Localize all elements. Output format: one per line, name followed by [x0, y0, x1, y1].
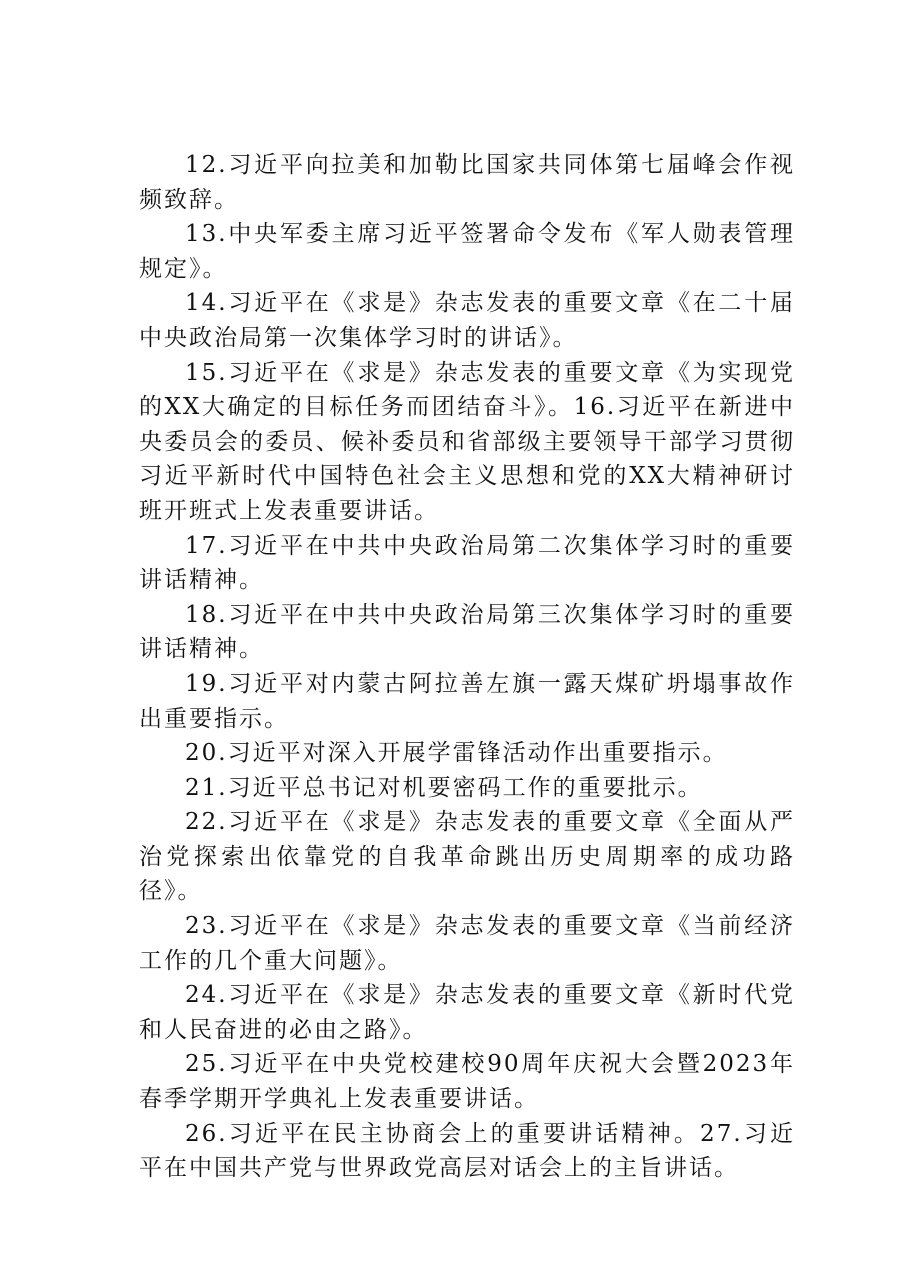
paragraph-13: 13.中央军委主席习近平签署命令发布《军人勋表管理规定》。 [139, 221, 795, 282]
paragraph-17: 17.习近平在中共中央政治局第二次集体学习时的重要讲话精神。 [139, 532, 795, 594]
paragraph-20: 20.习近平对深入开展学雷锋活动作出重要指示。 [185, 740, 728, 767]
paragraph-26-27: 26.习近平在民主协商会上的重要讲话精神。27.习近平在中国共产党与世界政党高层对话会上的主旨讲话。 [139, 1120, 795, 1182]
paragraph-23: 23.习近平在《求是》杂志发表的重要文章《当前经济工作的几个重大问题》。 [139, 913, 795, 974]
paragraph-19: 19.习近平对内蒙古阿拉善左旗一露天煤矿坍塌事故作出重要指示。 [139, 670, 795, 732]
paragraph-12: 12.习近平向拉美和加勒比国家共同体第七届峰会作视频致辞。 [139, 152, 795, 213]
paragraph-15-16: 15.习近平在《求是》杂志发表的重要文章《为实现党的XX大确定的目标任务而团结奋斗》。16.习近平在新进中央委员会的委员、候补委员和省部级主要领导干部学习贯彻习近平新时代中国特色社会主义思想和党的XX大精神研讨班开班式上发表重要讲话。 [139, 359, 795, 524]
paragraph-14: 14.习近平在《求是》杂志发表的重要文章《在二十届中央政治局第一次集体学习时的讲话》。 [139, 290, 795, 351]
paragraph-24: 24.习近平在《求是》杂志发表的重要文章《新时代党和人民奋进的必由之路》。 [139, 982, 795, 1043]
paragraph-18: 18.习近平在中共中央政治局第三次集体学习时的重要讲话精神。 [139, 601, 795, 663]
paragraph-21: 21.习近平总书记对机要密码工作的重要批示。 [185, 774, 703, 801]
paragraph-25: 25.习近平在中央党校建校90周年庆祝大会暨2023年春季学期开学典礼上发表重要讲话。 [139, 1051, 795, 1113]
paragraph-22: 22.习近平在《求是》杂志发表的重要文章《全面从严治党探索出依靠党的自我革命跳出历史周期率的成功路径》。 [139, 809, 795, 905]
document-body [139, 148, 795, 1186]
